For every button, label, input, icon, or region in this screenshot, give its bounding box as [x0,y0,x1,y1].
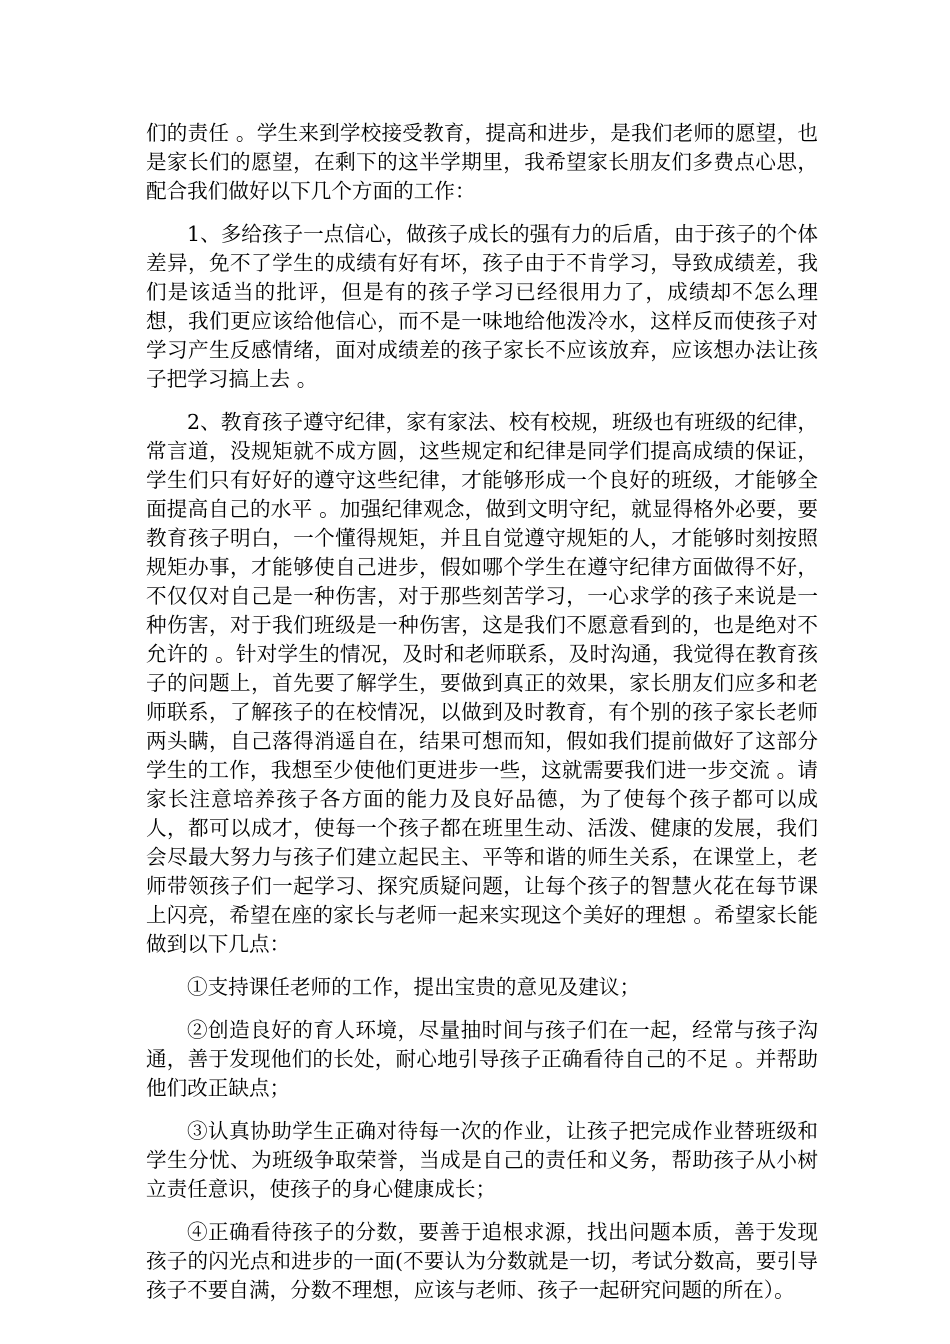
paragraph-point-2: 2、教育孩子遵守纪律，家有家法、校有校规，班级也有班级的纪律，常言道，没规矩就不成方圆，这些规定和纪律是同学们提高成绩的保证，学生们只有好好的遵守这些纪律，才能够形成一个良好的班级，才能够全面提高自己的水平 。加强纪律观念，做到文明守纪，就显得格外必要，要教育孩子明白，一个懂得规矩，并且自觉遵守规矩的人，才能够时刻按照规矩办事，才能够使自己进步，假如哪个学生在遵守纪律方面做得不好，不仅仅对自己是一种伤害，对于那些刻苦学习，一心求学的孩子来说是一种伤害，对于我们班级是一种伤害，这是我们不愿意看到的，也是绝对不允许的 。针对学生的情况，及时和老师联系，及时沟通，我觉得在教育孩子的问题上，首先要了解学生，要做到真正的效果，家长朋友们应多和老师联系，了解孩子的在校情况，以做到及时教育，有个别的孩子家长老师两头瞒，自己落得消遥自在，结果可想而知，假如我们提前做好了这部分学生的工作，我想至少使他们更进步一些，这就需要我们进一步交流 。请家长注意培养孩子各方面的能力及良好品德，为了使每个孩子都可以成人，都可以成才，使每一个孩子都在班里生动、活泼、健康的发展，我们会尽最大努力与孩子们建立起民主、平等和谐的师生关系，在课堂上，老师带领孩子们一起学习、探究质疑问题，让每个孩子的智慧火花在每节课上闪亮，希望在座的家长与老师一起来实现这个美好的理想 。希望家长能做到以下几点： [146,410,818,956]
paragraph-intro: 们的责任 。学生来到学校接受教育，提高和进步，是我们老师的愿望，也是家长们的愿望，在剩下的这半学期里，我希望家长朋友们多费点心思，配合我们做好以下几个方面的工作： [146,121,818,203]
list-item-environment: ②创造良好的育人环境，尽量抽时间与孩子们在一起，经常与孩子沟通，善于发现他们的长处，耐心地引导孩子正确看待自己的不足 。并帮助他们改正缺点； [146,1018,818,1100]
paragraph-point-1: 1、多给孩子一点信心，做孩子成长的强有力的后盾，由于孩子的个体差异，免不了学生的成绩有好有坏，孩子由于不肯学习，导致成绩差，我们是该适当的批评，但是有的孩子学习已经很用力了，成绩却不怎么理想，我们更应该给他信心，而不是一味地给他泼冷水，这样反而使孩子对学习产生反感情绪，面对成绩差的孩子家长不应该放弃，应该想办法让孩子把学习搞上去 。 [146,222,818,391]
list-item-homework: ③认真协助学生正确对待每一次的作业，让孩子把完成作业替班级和学生分忧、为班级争取荣誉，当成是自己的责任和义务，帮助孩子从小树立责任意识，使孩子的身心健康成长； [146,1119,818,1201]
document-body [146,119,818,1319]
list-item-support-teachers: ①支持课任老师的工作，提出宝贵的意见及建议； [187,975,641,999]
list-item-scores: ④正确看待孩子的分数，要善于追根求源，找出问题本质，善于发现孩子的闪光点和进步的一面(不要认为分数就是一切，考试分数高，要引导孩子不要自满，分数不理想，应该与老师、孩子一起研究问题的所在）。 [146,1220,818,1302]
